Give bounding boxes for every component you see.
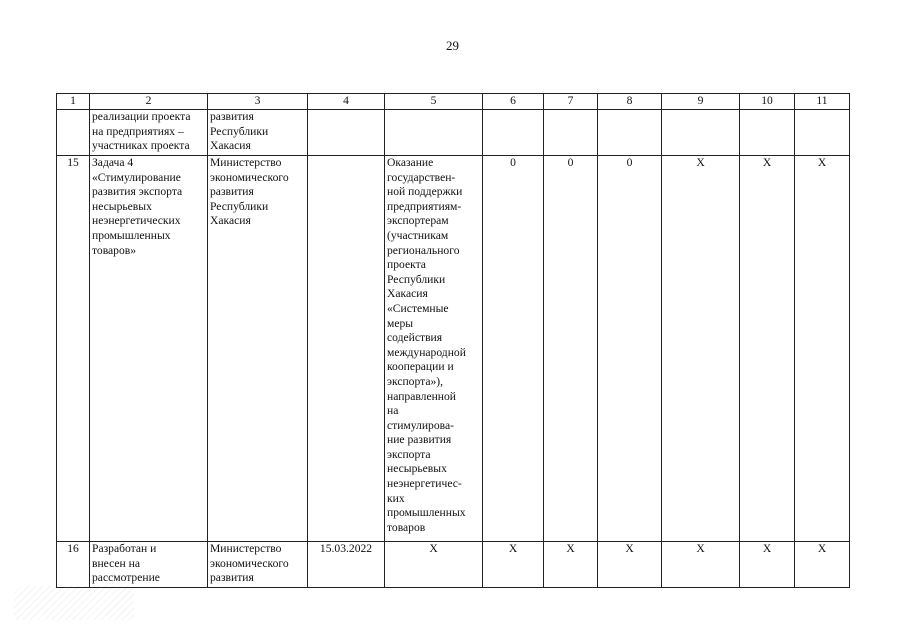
value-cell [483, 110, 544, 156]
task-name-cell: Разработан и внесен на рассмотрение [90, 542, 208, 588]
table-header-row [57, 94, 850, 110]
value-cell: X [598, 542, 662, 588]
row-number-cell: 16 [57, 542, 90, 588]
value-cell: X [544, 542, 598, 588]
header-cell: 8 [598, 94, 662, 110]
result-cell: Оказание государствен- ной поддержки предприятиям- экспортерам (участникам регионального проекта Республики Хакасия «Системные меры содействия международной кооперации и экспорта»), направленной на стимулирова- ние развития экспорта несырьевых неэнергетичес- ких промышленных товаров [385, 156, 483, 542]
value-cell: X [662, 156, 740, 542]
row-number-cell [57, 110, 90, 156]
header-cell: 1 [57, 94, 90, 110]
value-cell: 0 [598, 156, 662, 542]
plan-table [56, 93, 850, 588]
value-cell: X [483, 542, 544, 588]
result-cell: X [385, 542, 483, 588]
responsible-cell: Министерство экономического развития Республики Хакасия [208, 156, 308, 542]
header-cell: 10 [740, 94, 795, 110]
task-name-cell: Задача 4 «Стимулирование развития экспорта несырьевых неэнергетических промышленных товаров» [90, 156, 208, 542]
header-cell: 11 [795, 94, 850, 110]
value-cell: X [740, 542, 795, 588]
date-cell [308, 156, 385, 542]
value-cell: X [795, 542, 850, 588]
result-cell [385, 110, 483, 156]
value-cell [598, 110, 662, 156]
value-cell [740, 110, 795, 156]
header-cell: 2 [90, 94, 208, 110]
table-row [57, 156, 850, 542]
header-cell: 7 [544, 94, 598, 110]
value-cell: 0 [483, 156, 544, 542]
date-cell [308, 110, 385, 156]
row-number-cell: 15 [57, 156, 90, 542]
header-cell: 9 [662, 94, 740, 110]
page-number: 29 [446, 38, 459, 53]
responsible-cell: развития Республики Хакасия [208, 110, 308, 156]
value-cell [795, 110, 850, 156]
task-name-cell: реализации проекта на предприятиях – участниках проекта [90, 110, 208, 156]
value-cell: 0 [544, 156, 598, 542]
value-cell: X [662, 542, 740, 588]
header-cell: 6 [483, 94, 544, 110]
value-cell [544, 110, 598, 156]
header-cell: 4 [308, 94, 385, 110]
header-cell: 3 [208, 94, 308, 110]
table-row [57, 110, 850, 156]
scan-artifact [14, 586, 134, 620]
value-cell [662, 110, 740, 156]
date-cell: 15.03.2022 [308, 542, 385, 588]
value-cell: X [795, 156, 850, 542]
value-cell: X [740, 156, 795, 542]
responsible-cell: Министерство экономического развития [208, 542, 308, 588]
table-row [57, 542, 850, 588]
header-cell: 5 [385, 94, 483, 110]
